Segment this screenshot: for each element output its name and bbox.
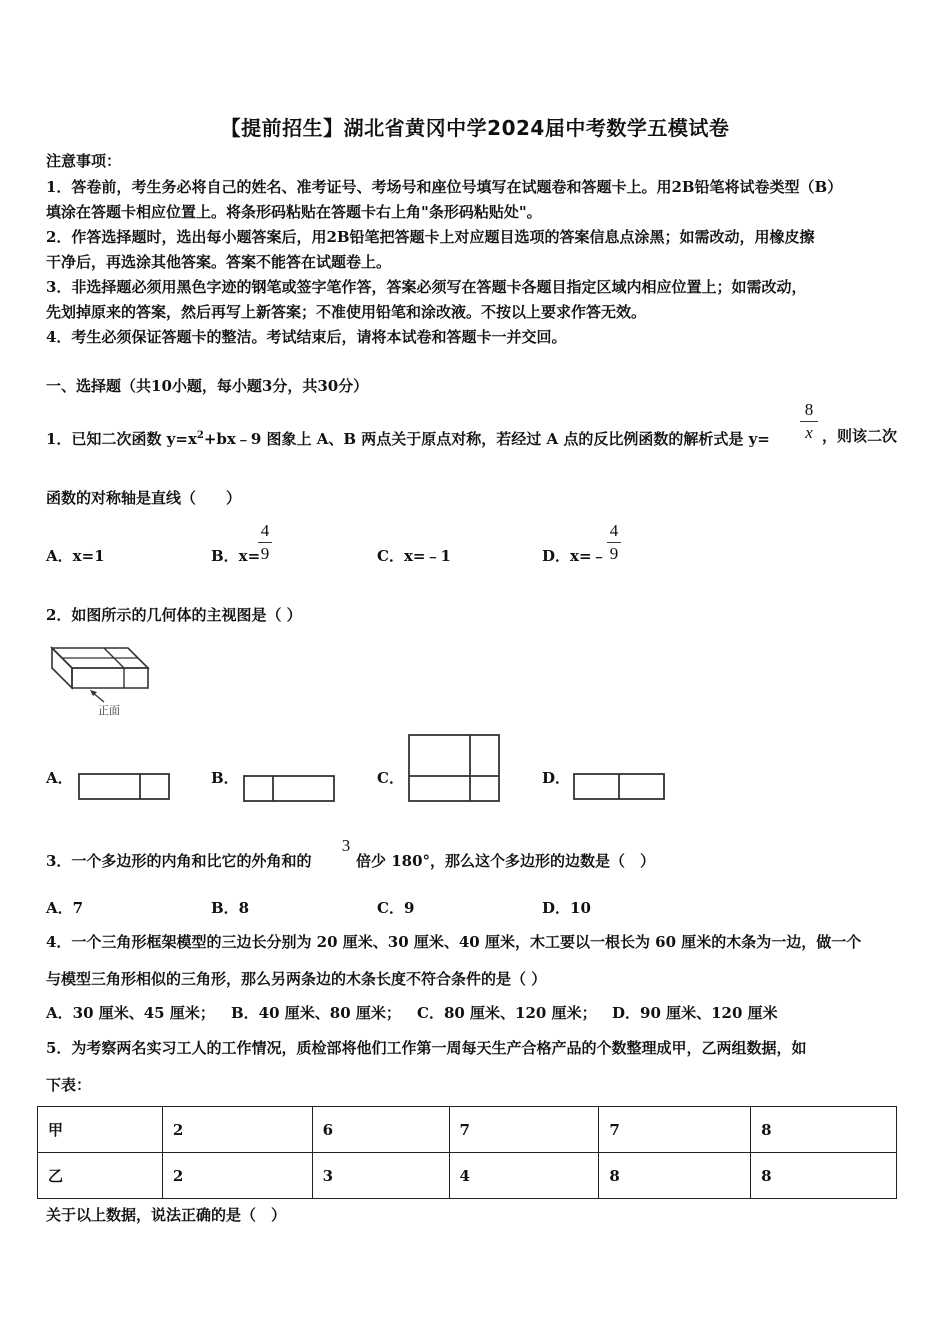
q1-option-d: D．x=﹣ [542, 547, 607, 565]
table-cell: 8 [751, 1153, 897, 1199]
q1-mid: +bx﹣9 图象上 A、B 两点关于原点对称，若经过 A 点的反比例函数的解析式是 y= [203, 430, 770, 448]
table-cell: 6 [312, 1107, 449, 1153]
notice-line: 填涂在答题卡相应位置上。将条形码粘贴在答题卡右上角"条形码粘贴处"。 [46, 203, 542, 221]
notice-heading: 注意事项： [46, 152, 122, 170]
table-row [38, 1107, 897, 1153]
q1-pre: 1．已知二次函数 y=x [46, 430, 197, 448]
notice-line: 4．考生必须保证答题卡的整洁。考试结束后，请将本试卷和答题卡一并交回。 [46, 328, 567, 346]
q3-num: 3 [341, 836, 351, 855]
q4-line2: 与模型三角形相似的三角形，那么另两条边的木条长度不符合条件的是（ ） [46, 970, 547, 988]
q4-line1: 4．一个三角形框架模型的三边长分别为 20 厘米、30 厘米、40 厘米，木工要以一根长为 60 厘米的木条为一边，做一个 [46, 933, 862, 951]
q1-fraction [800, 400, 818, 443]
table-cell: 乙 [38, 1153, 163, 1199]
table-cell: 7 [449, 1107, 599, 1153]
table-cell: 2 [162, 1107, 312, 1153]
q1-d-num: 4 [609, 521, 619, 540]
q1-frac-num: 8 [804, 400, 814, 419]
q5-after: 关于以上数据，说法正确的是（ ） [46, 1206, 287, 1224]
notice-line: 先划掉原来的答案，然后再写上新答案；不准使用铅笔和涂改液。不按以上要求作答无效。 [46, 303, 647, 321]
q1-option-c: C．x=﹣1 [377, 547, 451, 565]
q2-option-a-figure [78, 773, 172, 803]
table-cell: 甲 [38, 1107, 163, 1153]
q4-option-c: C．80 厘米、120 厘米； [417, 1004, 597, 1022]
q1-frac-den: x [805, 423, 813, 442]
q5-line1: 5．为考察两名实习工人的工作情况，质检部将他们工作第一周每天生产合格产品的个数整理成甲，乙两组数据，如 [46, 1039, 807, 1057]
q1-option-b: B．x= [211, 547, 261, 565]
table-row [38, 1153, 897, 1199]
page-title: 【提前招生】湖北省黄冈中学2024届中考数学五模试卷 [220, 116, 730, 140]
notice-line: 干净后，再选涂其他答案。答案不能答在试题卷上。 [46, 253, 392, 271]
notice-line: 3．非选择题必须用黑色字迹的钢笔或签字笔作答，答案必须写在答题卡各题目指定区域内相应位置上；如需改动， [46, 278, 807, 296]
table-cell: 8 [751, 1107, 897, 1153]
q2-option-a: A． [46, 769, 73, 787]
front-label: 正面 [98, 704, 120, 717]
q1-option-a: A．x=1 [46, 547, 105, 565]
q1-b-num: 4 [260, 521, 270, 540]
q1-b-fraction [258, 521, 272, 564]
q3-post: 倍少 180°，那么这个多边形的边数是（ ） [356, 852, 656, 870]
notice-line: 2．作答选择题时，选出每小题答案后，用2B铅笔把答题卡上对应题目选项的答案信息点涂黑；如需改动，用橡皮擦 [46, 228, 815, 246]
q1-sup: 2 [196, 430, 204, 441]
q1-b-den: 9 [260, 544, 270, 563]
q3-pre: 3．一个多边形的内角和比它的外角和的 [46, 852, 312, 870]
q1-d-den: 9 [609, 544, 619, 563]
q3-option-a: A．7 [46, 899, 84, 917]
q2-option-c-figure [408, 734, 502, 804]
q1-post: ，则该二次 [822, 427, 898, 445]
q2-option-d: D． [542, 769, 571, 787]
q1-line2: 函数的对称轴是直线（ ） [46, 489, 242, 507]
q2-option-c: C． [377, 769, 404, 787]
q4-option-a: A．30 厘米、45 厘米； [46, 1004, 215, 1022]
q2-text: 2．如图所示的几何体的主视图是（ ） [46, 606, 302, 624]
q3-option-c: C．9 [377, 899, 415, 917]
q3-number [340, 836, 352, 856]
q2-option-d-figure [573, 773, 667, 803]
q2-solid-figure [48, 636, 158, 720]
q2-option-b: B． [211, 769, 239, 787]
q3-option-d: D．10 [542, 899, 591, 917]
q5-line2: 下表： [46, 1076, 92, 1094]
q1-d-fraction [607, 521, 621, 564]
q4-option-b: B．40 厘米、80 厘米； [231, 1004, 401, 1022]
q4-option-d: D．90 厘米、120 厘米 [612, 1004, 778, 1022]
notice-line: 1．答卷前，考生务必将自己的姓名、准考证号、考场号和座位号填写在试题卷和答题卡上。用2B铅笔将试卷类型（B） [46, 178, 843, 196]
table-cell: 3 [312, 1153, 449, 1199]
q3-option-b: B．8 [211, 899, 250, 917]
table-cell: 4 [449, 1153, 599, 1199]
q2-option-b-figure [243, 775, 337, 805]
table-cell: 8 [599, 1153, 751, 1199]
table-cell: 2 [162, 1153, 312, 1199]
q1-text [46, 426, 770, 449]
section-heading: 一、选择题（共10小题，每小题3分，共30分） [46, 377, 369, 395]
q5-data-table [37, 1106, 897, 1199]
table-cell: 7 [599, 1107, 751, 1153]
